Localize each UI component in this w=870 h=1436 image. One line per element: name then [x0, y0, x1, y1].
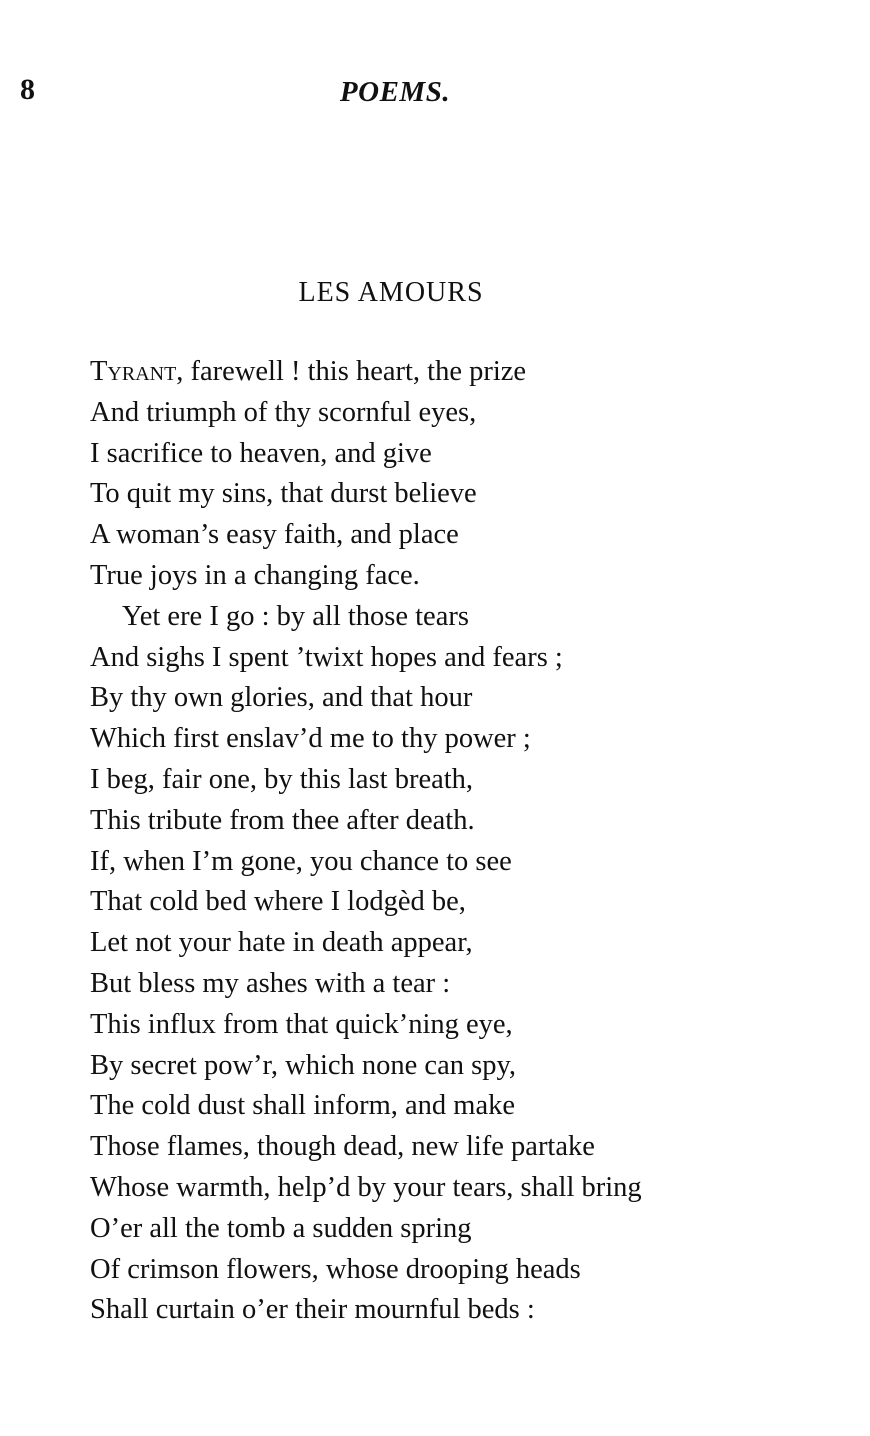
poem-line-7: Yet ere I go : by all those tears	[122, 600, 469, 632]
poem-line-6: True joys in a changing face.	[90, 559, 420, 591]
poem-line-13: If, when I’m gone, you chance to see	[90, 845, 512, 877]
poem-body	[90, 352, 850, 1331]
poem-line-18: By secret pow’r, which none can spy,	[90, 1049, 516, 1081]
page-number: 8	[20, 73, 35, 106]
poem-line-11: I beg, fair one, by this last breath,	[90, 763, 474, 795]
poem-line-23: Of crimson flowers, whose drooping heads	[90, 1253, 581, 1285]
poem-line-10: Which first enslav’d me to thy power ;	[90, 723, 531, 755]
poem-line-5: A woman’s easy faith, and place	[90, 519, 459, 551]
poem-title: LES AMOURS	[298, 277, 484, 308]
poem-line-2: And triumph of thy scornful eyes,	[90, 396, 477, 428]
poem-line-17: This influx from that quick’ning eye,	[90, 1008, 513, 1040]
poem-line-19: The cold dust shall inform, and make	[90, 1090, 516, 1122]
poem-line-1	[90, 352, 850, 393]
poem-line-20: Those flames, though dead, new life partake	[90, 1131, 595, 1163]
poem-line-4: To quit my sins, that durst believe	[90, 478, 477, 510]
poem-line-8: And sighs I spent ’twixt hopes and fears ;	[90, 641, 563, 673]
poem-line-22: O’er all the tomb a sudden spring	[90, 1212, 472, 1244]
poem-line-24: Shall curtain o’er their mournful beds :	[90, 1294, 535, 1326]
poem-line-14: That cold bed where I lodgèd be,	[90, 886, 466, 918]
first-word: Tyrant	[90, 356, 177, 387]
poem-line-21: Whose warmth, help’d by your tears, shall bring	[90, 1171, 642, 1203]
poem-line-9: By thy own glories, and that hour	[90, 682, 473, 714]
running-head: POEMS.	[339, 76, 451, 108]
poem-line-1-text: , farewell ! this heart, the prize	[176, 356, 527, 387]
poem-line-12: This tribute from thee after death.	[90, 804, 475, 836]
poem-line-16: But bless my ashes with a tear :	[90, 967, 451, 999]
poem-line-15: Let not your hate in death appear,	[90, 927, 473, 959]
poem-line-3: I sacrifice to heaven, and give	[90, 437, 432, 469]
